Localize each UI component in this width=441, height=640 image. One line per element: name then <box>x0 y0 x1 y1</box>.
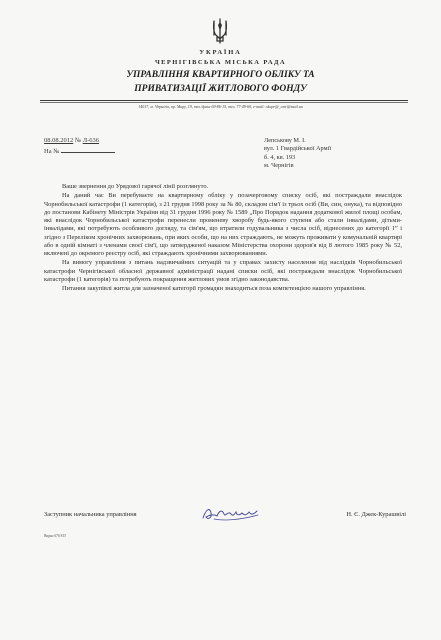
recipient-name: Лепськову М. І. <box>264 137 306 144</box>
handwritten-signature <box>200 503 262 525</box>
letterhead-rule <box>40 100 408 101</box>
recipient-street: вул. 1 Гвардійської Армії <box>264 145 332 153</box>
recipient-city: м. Чернігів <box>264 161 294 169</box>
outgoing-number: Л-636 <box>82 137 100 144</box>
reference-blank-line <box>61 146 115 153</box>
letterhead-country: УКРАЇНА <box>199 49 242 56</box>
outgoing-date: 08.08.2012 <box>44 137 74 144</box>
letter-body <box>44 183 402 293</box>
letterhead-council: ЧЕРНІГІВСЬКА МІСЬКА РАДА <box>155 59 286 66</box>
outgoing-no-label: № <box>74 137 82 144</box>
trident-emblem-icon <box>209 17 231 45</box>
letterhead-rule-thin <box>40 102 408 103</box>
body-paragraph-1: Ваше звернення до Урядової гарячої лінії розглянуто. <box>62 183 209 190</box>
body-paragraph-3: На вимогу управління з питань надзвичайних ситуацій та у справах захисту населення від наслідків Чорнобильської катастрофи Чернігівської обласної державної адміністрації надані списки осіб, які постраждали внаслідок Чорнобильської катастрофи (1 категорія) та потребують покращення житлових умов згідно законодавства. <box>44 259 402 283</box>
letterhead-department-line1: УПРАВЛІННЯ КВАРТИРНОГО ОБЛІКУ ТА <box>126 70 315 80</box>
letterhead-department-line2: ПРИВАТИЗАЦІЇ ЖИТЛОВОГО ФОНДУ <box>134 84 307 94</box>
recipient-block <box>264 137 331 170</box>
reference-prefix: На № <box>44 148 60 155</box>
body-paragraph-2: На даний час Ви перебуваєте на квартирному обліку у позачерговому списку осіб, які постраждали внаслідок Чорнобильської катастрофи (1 категорія), з 21 грудня 1998 року за № 80, складом сім'ї із трьох осіб (Ви, син, онука), та відповідно до постанови Кабінету Міністрів України від 31 грудня 1996 року № 1589 „Про Порядок надання додаткової жилої площі особам, які внаслідок Чорнобильської катастрофи перенесли променеву хворобу будь-якого ступеня або стали інвалідами, дітьми-інвалідами, які потребують особливого догляду, та сім'ям, що втратили годувальника з числа осіб, віднесених до категорії 1” і згідно з Переліком хронічних захворювань, при яких особи, що на них страждають, не можуть проживати у комунальній квартирі або в одній кімнаті з членами своєї сім'ї, що затвердженої наказом Міністерства охорони здоров'я від 8 лютого 1985 року № 52, включені до окремого реєстру осіб, які страждають хронічними захворюваннями. <box>44 192 402 257</box>
signatory-name: Н. Є. Джек-Курашвілі <box>346 511 406 518</box>
reference-number <box>44 146 115 155</box>
recipient-building: б. 4, кв. 193 <box>264 153 296 161</box>
outgoing-date-number <box>44 137 99 144</box>
document-footnote: Вирко 676 815 <box>44 534 67 538</box>
body-paragraph-4: Питання закупівлі житла для зазначеної категорії громадян знаходиться поза компетенцією нашого управління. <box>62 285 366 292</box>
letterhead-address: 14017, м. Чернігів, пр. Миру, 19, тел./факс 69-86-15, тел. 77-49-60, e-mail: okupr@_cmr@mail.ua <box>138 104 303 109</box>
signature-row <box>44 509 406 523</box>
signatory-title: Заступник начальника управління <box>44 511 137 518</box>
